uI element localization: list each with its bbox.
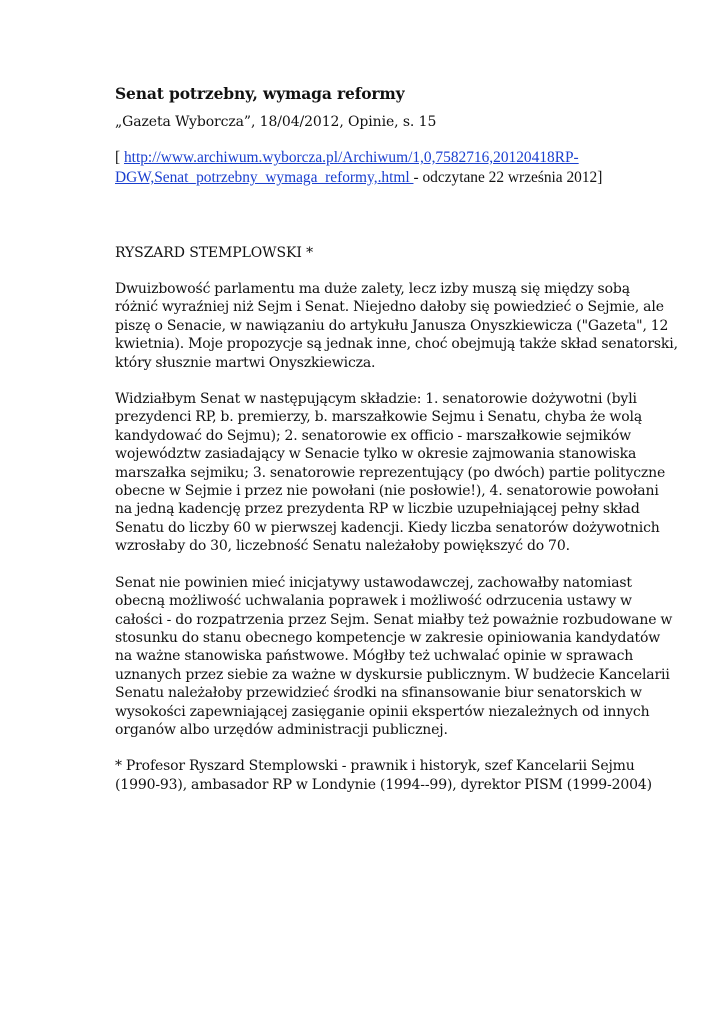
paragraph-line: stosunku do stanu obecnego kompetencje w zakresie opiniowania kandydatów [115, 629, 661, 646]
paragraph-line: organów albo urzędów administracji publicznej. [115, 721, 448, 738]
archive-link-line-1[interactable]: http://www.archiwum.wyborcza.pl/Archiwum/1,0,7582716,20120418RP- [123, 149, 579, 166]
paragraph-line: piszę o Senacie, w nawiązaniu do artykułu Janusza Onyszkiewicza ("Gazeta", 12 [115, 317, 669, 334]
source-link-line [115, 148, 645, 188]
paragraph-line: wysokości zapewniającej zasięganie opinii ekspertów niezależnych od innych [115, 703, 650, 720]
paragraph-line: obecną możliwość uchwalania poprawek i możliwość odrzucenia ustawy w [115, 593, 632, 610]
paragraph-line: różnić wyraźniej niż Sejm i Senat. Niejedno dałoby się powiedzieć o Sejmie, ale [115, 299, 664, 316]
body-paragraph [115, 390, 666, 556]
paragraph-line: marszałka sejmiku; 3. senatorowie reprezentujący (po dwóch) partie polityczne [115, 464, 666, 481]
article-author: RYSZARD STEMPLOWSKI * [115, 245, 313, 261]
link-open-bracket: [ [115, 149, 124, 166]
paragraph-line: kwietnia). Moje propozycje są jednak inne, choć obejmują także skład senatorski, [115, 336, 678, 353]
paragraph-line: który słusznie martwi Onyszkiewicza. [115, 354, 376, 371]
paragraph-line: Senatu do liczby 60 w pierwszej kadencji. Kiedy liczba senatorów dożywotnich [115, 519, 660, 536]
article-source: „Gazeta Wyborcza”, 18/04/2012, Opinie, s. 15 [115, 114, 437, 130]
paragraph-line: na jedną kadencję przez prezydenta RP w liczbie uzupełniającej pełny skład [115, 501, 640, 518]
paragraph-line: całości - do rozpatrzenia przez Sejm. Senat miałby też poważnie rozbudowane w [115, 611, 673, 628]
archive-link-line-2[interactable]: DGW,Senat_potrzebny_wymaga_reformy,.html [115, 169, 414, 186]
document-page [115, 84, 678, 794]
paragraph-line: Widziałbym Senat w następującym składzie: 1. senatorowie dożywotni (byli [115, 391, 637, 408]
paragraph-line: prezydenci RP, b. premierzy, b. marszałkowie Sejmu i Senatu, chyba że wolą [115, 409, 643, 426]
paragraph-line: na ważne stanowiska państwowe. Mógłby też uchwalać opinie w sprawach [115, 648, 634, 665]
paragraph-line: Dwuizbowość parlamentu ma duże zalety, lecz izby muszą się między sobą [115, 281, 630, 297]
paragraph-line: Senat nie powinien mieć inicjatywy ustawodawczej, zachowałby natomiast [115, 574, 632, 591]
paragraph-line: województw zasiadający w Senacie tylko w okresie zajmowania stanowiska [115, 446, 637, 463]
paragraph-line: obecne w Sejmie i przez nie powołani (nie posłowie!), 4. senatorowie powołani [115, 483, 659, 500]
body-paragraph [115, 574, 673, 740]
body-paragraph [115, 280, 678, 372]
paragraph-line: uznanych przez siebie za ważne w dyskursie publicznym. W budżecie Kancelarii [115, 666, 670, 683]
paragraph-line: wzrosłaby do 30, liczebność Senatu należałoby powiększyć do 70. [115, 538, 570, 555]
footnote-line: * Profesor Ryszard Stemplowski - prawnik i historyk, szef Kancelarii Sejmu [115, 758, 635, 775]
paragraph-line: kandydować do Sejmu); 2. senatorowie ex officio - marszałkowie sejmików [115, 427, 631, 444]
paragraph-line: Senatu należałoby przewidzieć środki na sfinansowanie biur senatorskich w [115, 685, 642, 702]
article-title: Senat potrzebny, wymaga reformy [115, 84, 405, 103]
footnote-line: (1990-93), ambasador RP w Londynie (1994--99), dyrektor PISM (1999-2004) [115, 776, 652, 793]
author-footnote [115, 757, 652, 794]
link-read-date: - odczytane 22 września 2012] [413, 169, 603, 186]
article-body [115, 280, 678, 739]
